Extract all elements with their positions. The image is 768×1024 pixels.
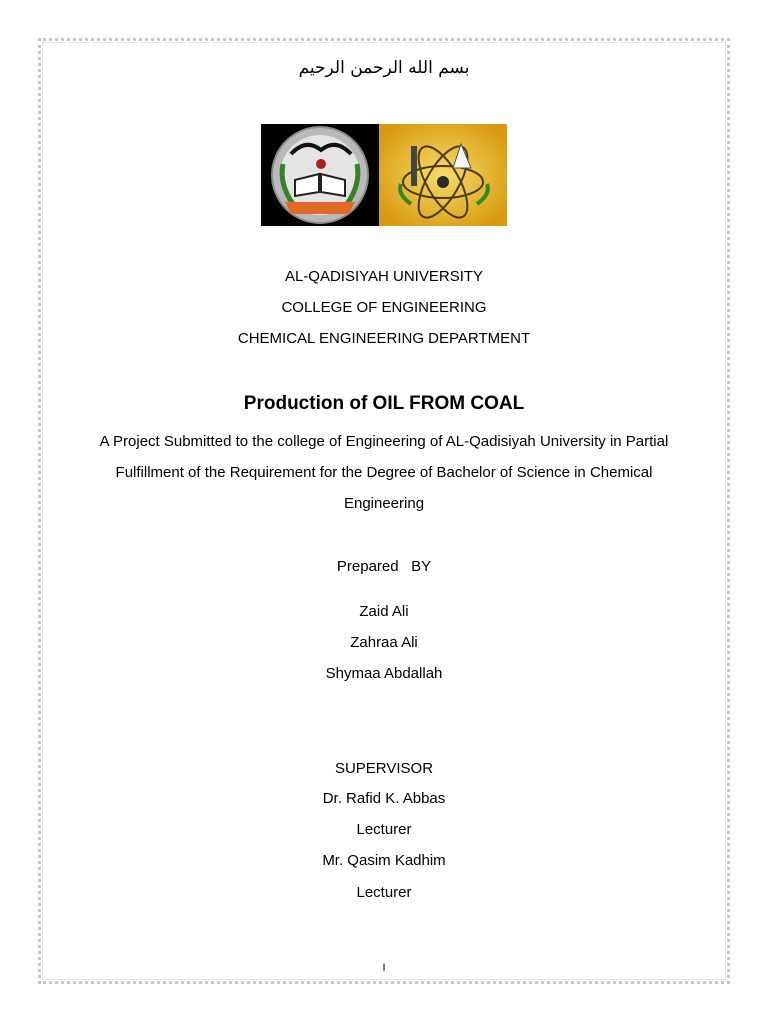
student-name: Zahraa Ali — [350, 634, 418, 651]
prepared-by-label: Prepared BY — [336, 558, 432, 575]
description-line-3: Engineering — [343, 495, 425, 512]
department-name: CHEMICAL ENGINEERING DEPARTMENT — [237, 330, 531, 347]
university-logo-image — [261, 124, 507, 226]
supervisor-role: Lecturer — [356, 821, 412, 838]
description-line-2: Fulfillment of the Requirement for the Degree of Bachelor of Science in Chemical — [115, 464, 653, 481]
basmala: بسم الله الرحمن الرحيم — [298, 58, 470, 78]
college-name: COLLEGE OF ENGINEERING — [281, 299, 487, 316]
supervisor-role: Lecturer — [356, 884, 412, 901]
description-line-1: A Project Submitted to the college of Engineering of AL-Qadisiyah University in Partial — [99, 433, 669, 450]
page-number: I — [382, 962, 386, 974]
student-name: Zaid Ali — [359, 603, 409, 620]
logos — [261, 124, 507, 226]
university-name: AL-QADISIYAH UNIVERSITY — [284, 268, 484, 285]
student-name: Shymaa Abdallah — [325, 665, 443, 682]
supervisor-label: SUPERVISOR — [334, 760, 434, 777]
supervisor-name: Dr. Rafid K. Abbas — [322, 790, 446, 807]
supervisor-name: Mr. Qasim Kadhim — [322, 852, 446, 869]
project-title: Production of OIL FROM COAL — [243, 393, 525, 414]
